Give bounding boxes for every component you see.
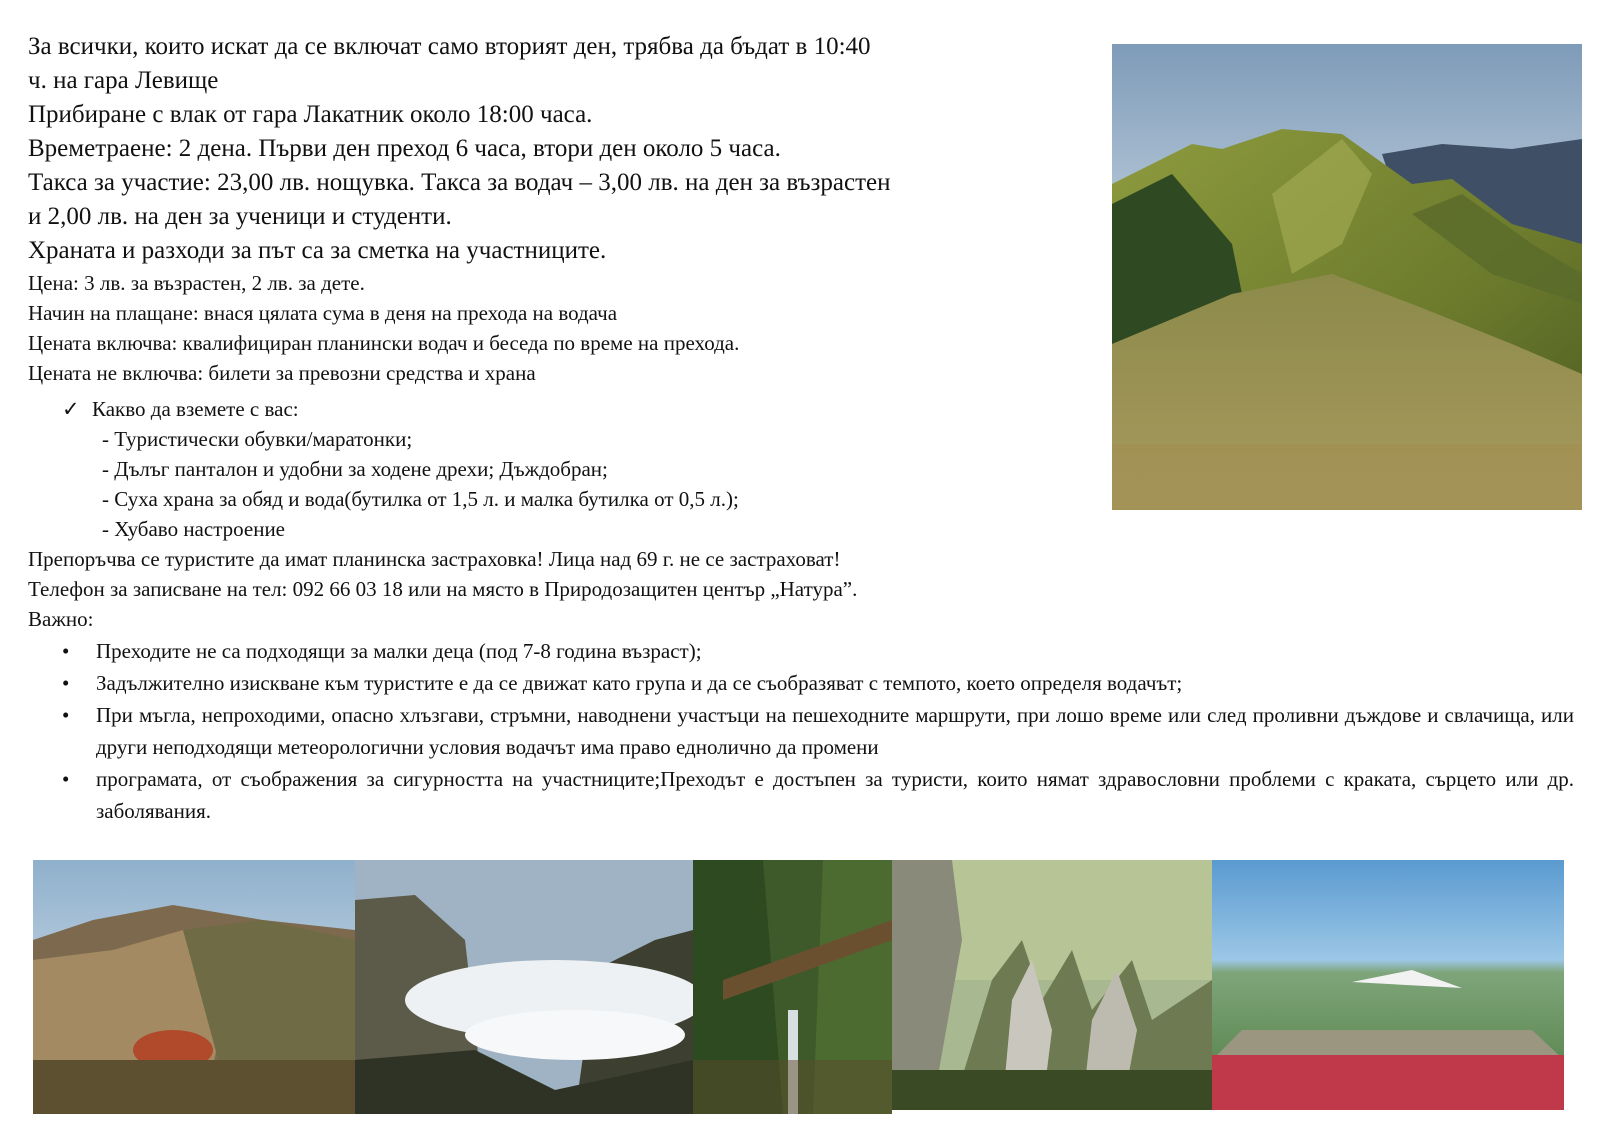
important-item — [62, 667, 1582, 699]
bullet-icon: • — [62, 639, 70, 663]
intro-line-1: За всички, които искат да се включат само вторият ден, трябва да бъдат в 10:40 — [28, 33, 871, 60]
bullet-icon: • — [62, 767, 70, 791]
excludes-info: Цената не включва: билети за превозни средства и храна — [28, 361, 536, 385]
mountain-ridge-photo — [1112, 44, 1582, 510]
mountain-ridge-image — [1112, 44, 1582, 510]
bring-title: Какво да вземете с вас: — [92, 397, 299, 421]
hang-glider-photo — [1212, 860, 1564, 1110]
check-mark-icon: ✓ — [62, 397, 80, 421]
rock-formations-photo — [892, 860, 1212, 1110]
bring-item: - Дълъг панталон и удобни за ходене дрехи; Дъждобран; — [102, 457, 608, 481]
autumn-mountain-photo — [33, 860, 355, 1114]
important-item — [62, 635, 1582, 667]
important-item — [62, 699, 1582, 763]
gorge-bridge-image — [693, 860, 892, 1114]
bring-heading — [62, 394, 299, 424]
bullet-icon: • — [62, 703, 70, 727]
bring-item: - Туристически обувки/маратонки; — [102, 427, 413, 451]
includes-info: Цената включва: квалифициран планински водач и беседа по време на прехода. — [28, 331, 740, 355]
phone-info: Телефон за записване на тел: 092 66 03 18 или на място в Природозащитен център „Натура”. — [28, 577, 858, 601]
important-text: Задължително изискване към туристите е да се движат като група и да се съобразяват с темпото, което определя водачът; — [96, 671, 1183, 695]
fee-line-2: и 2,00 лв. на ден за ученици и студенти. — [28, 203, 452, 230]
gorge-bridge-photo — [693, 860, 892, 1114]
price-info: Цена: 3 лв. за възрастен, 2 лв. за дете. — [28, 271, 365, 295]
intro-line-2: ч. на гара Левище — [28, 67, 219, 94]
important-text: При мъгла, непроходими, опасно хлъзгави, стръмни, наводнени участъци на пешеходните маршрути, при лошо време или след проливни дъждове и свлачища, или други неподходящи метеорологични условия водачът има право еднолично да промени — [96, 703, 1574, 759]
important-heading: Важно: — [28, 607, 94, 631]
rock-formations-image — [892, 860, 1212, 1110]
intro-block — [28, 30, 1096, 268]
important-item — [62, 763, 1582, 827]
fog-valley-image — [355, 860, 693, 1114]
bring-item: - Суха храна за обяд и вода(бутилка от 1,5 л. и малка бутилка от 0,5 л.); — [102, 487, 739, 511]
important-text: програмата, от съображения за сигурността на участниците;Преходът е достъпен за туристи, които нямат здравословни проблеми с краката, сърцето или др. заболявания. — [96, 767, 1574, 823]
return-info: Прибиране с влак от гара Лакатник около 18:00 часа. — [28, 101, 593, 128]
payment-info: Начин на плащане: внася цялата сума в деня на прехода на водача — [28, 301, 618, 325]
bring-item: - Хубаво настроение — [102, 517, 286, 541]
fee-line-1: Такса за участие: 23,00 лв. нощувка. Такса за водач – 3,00 лв. на ден за възрастен — [28, 169, 891, 196]
insurance-note: Препоръчва се туристите да имат планинска застраховка! Лица над 69 г. не се застраховат! — [28, 547, 841, 571]
autumn-mountain-image — [33, 860, 355, 1114]
hang-glider-image — [1212, 860, 1564, 1110]
bullet-icon: • — [62, 671, 70, 695]
fog-valley-photo — [355, 860, 693, 1114]
duration-info: Времетраене: 2 дена. Първи ден преход 6 часа, втори ден около 5 часа. — [28, 135, 781, 162]
important-text: Преходите не са подходящи за малки деца (под 7-8 година възраст); — [96, 639, 702, 663]
food-info: Храната и разходи за път са за сметка на участниците. — [28, 237, 607, 264]
